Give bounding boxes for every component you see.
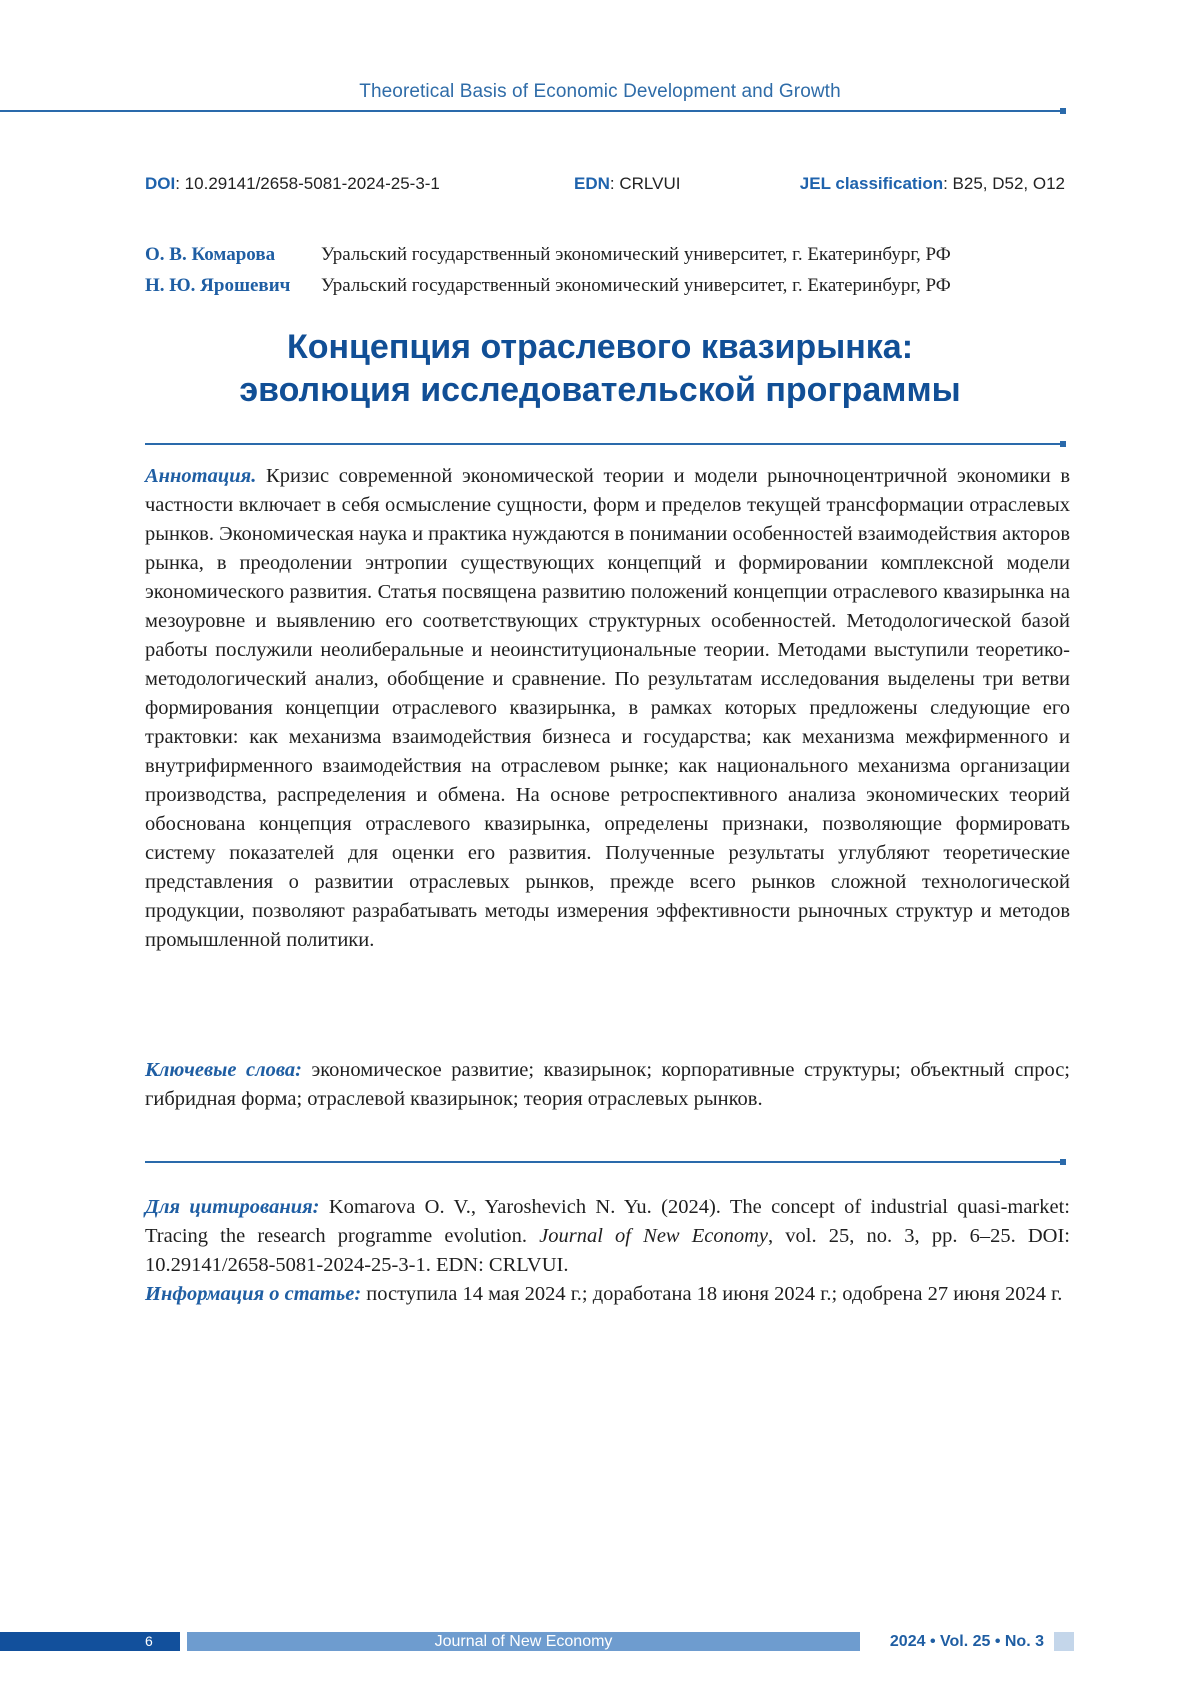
author-name: О. В. Комарова	[145, 239, 321, 270]
citation-label: Для цитирования:	[145, 1196, 320, 1218]
keywords-label: Ключевые слова:	[145, 1059, 302, 1081]
citation-text: Komarova O. V., Yaroshevich N. Yu. (2024). The concept of industrial quasi-market: Tracing the research programme evolution.	[145, 1196, 1070, 1247]
footer-bar-left	[0, 1632, 180, 1651]
running-head: Theoretical Basis of Economic Development and Growth	[0, 81, 1200, 103]
abstract-label: Аннотация.	[145, 465, 256, 487]
abstract	[145, 462, 1070, 955]
author-affiliation: Уральский государственный экономический университет, г. Екатеринбург, РФ	[321, 239, 951, 270]
edn-field	[574, 174, 680, 194]
keywords	[145, 1056, 1070, 1114]
author-affiliation: Уральский государственный экономический университет, г. Екатеринбург, РФ	[321, 270, 951, 301]
edn-value: : CRLVUI	[610, 174, 681, 193]
author-name: Н. Ю. Ярошевич	[145, 270, 321, 301]
title-line-1: Концепция отраслевого квазирынка:	[0, 326, 1200, 369]
article-info	[145, 1280, 1070, 1309]
article-meta	[145, 174, 1065, 198]
author-row	[145, 270, 1070, 301]
citation	[145, 1193, 1070, 1280]
title-line-2: эволюция исследовательской программы	[0, 369, 1200, 412]
doi-label: DOI	[145, 174, 175, 193]
author-list	[145, 239, 1070, 301]
article-info-text: поступила 14 мая 2024 г.; доработана 18 июня 2024 г.; одобрена 27 июня 2024 г.	[366, 1283, 1062, 1305]
edn-label: EDN	[574, 174, 610, 193]
author-row	[145, 239, 1070, 270]
doi-field	[145, 174, 440, 194]
footer-square	[1054, 1632, 1074, 1651]
header-rule	[0, 110, 1064, 112]
footer-issue: 2024 • Vol. 25 • No. 3	[868, 1632, 1044, 1651]
jel-label: JEL classification	[800, 174, 943, 193]
title-rule	[145, 443, 1064, 445]
jel-field	[800, 174, 1065, 194]
article-info-label: Информация о статье:	[145, 1283, 361, 1305]
article-title	[0, 326, 1200, 412]
citation-text-after: , vol. 25, no. 3, pp. 6–25. DOI: 10.29141/2658-5081-2024-25-3-1. EDN: CRLVUI.	[145, 1225, 1070, 1276]
citation-journal: Journal of New Economy	[539, 1225, 768, 1247]
citation-block	[145, 1193, 1070, 1309]
footer-journal: Journal of New Economy	[187, 1632, 860, 1651]
jel-value: : B25, D52, O12	[943, 174, 1065, 193]
keywords-rule	[145, 1161, 1064, 1163]
page-number: 6	[145, 1632, 153, 1651]
doi-value: : 10.29141/2658-5081-2024-25-3-1	[175, 174, 440, 193]
keywords-text: экономическое развитие; квазирынок; корпоративные структуры; объектный спрос; гибридная форма; отраслевой квазирынок; теория отраслевых рынков.	[145, 1059, 1070, 1110]
abstract-text: Кризис современной экономической теории и модели рыночноцентричной экономики в частности включает в себя осмысление сущности, форм и пределов текущей трансформации отраслевых рынков. Экономическая наука и практика нуждаются в понимании особенностей взаимодействия акторов рынка, в преодолении энтропии существующих концепций и формировании комплексной модели экономического развития. Статья посвящена развитию положений концепции отраслевого квазирынка на мезоуровне и выявлению его соответствующих структурных особенностей. Методологической базой работы послужили неолиберальные и неоинституциональные теории. Методами выступили теоретико-методологический анализ, обобщение и сравнение. По результатам исследования выделены три ветви формирования концепции отраслевого квазирынка, в рамках которых предложены следующие его трактовки: как механизма взаимодействия бизнеса и государства; как механизма межфирменного и внутрифирменного взаимодействия на отраслевом рынке; как национального механизма организации производства, распределения и обмена. На основе ретроспективного анализа экономических теорий обоснована концепция отраслевого квазирынка, определены признаки, позволяющие формировать систему показателей для оценки его развития. Полученные результаты углубляют теоретические представления о развитии отраслевых рынков, прежде всего рынков сложной технологической продукции, позволяют разрабатывать методы измерения эффективности рыночных структур и методов промышленной политики.	[145, 465, 1070, 951]
